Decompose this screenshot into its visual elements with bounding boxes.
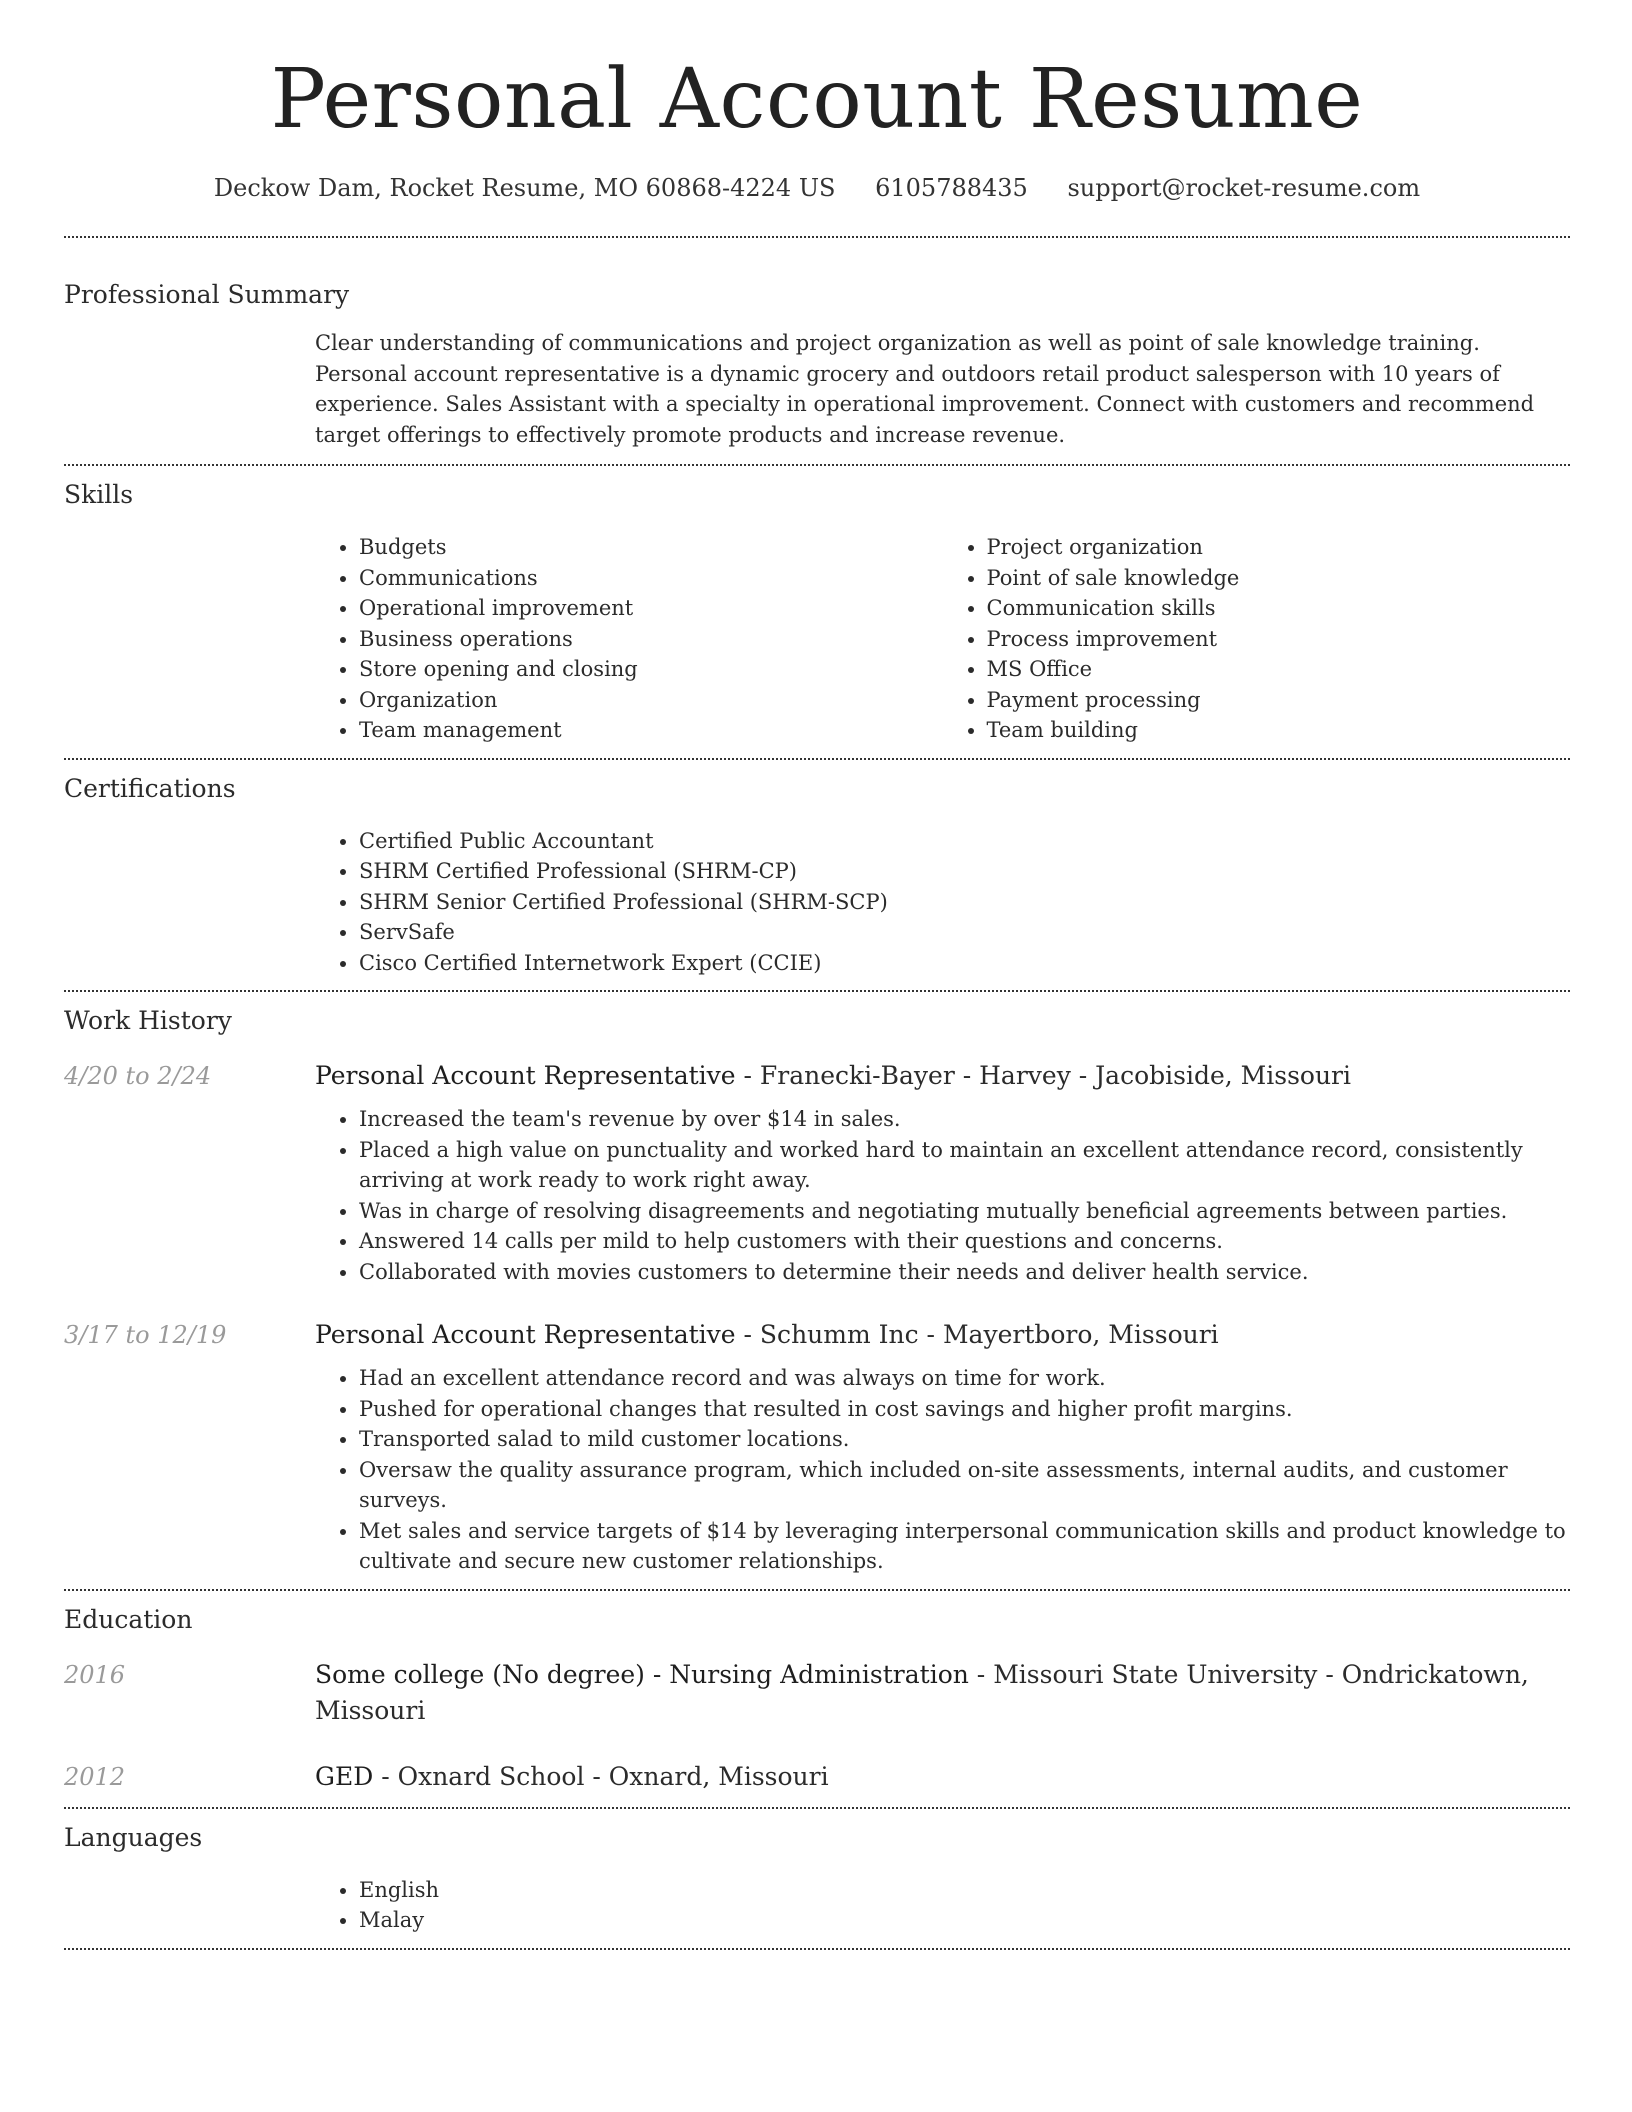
job-heading: [315, 1058, 1570, 1094]
list-item: • Team management: [359, 715, 943, 746]
skills-list-right: [943, 532, 1571, 746]
job-bullets: [315, 1104, 1570, 1287]
education-heading: [315, 1657, 1570, 1729]
languages-section: [64, 1809, 1570, 1948]
list-item: • Met sales and service targets of $14 by leveraging interpersonal communication skills and product knowledge to cultivate and secure new customer relationships.: [359, 1516, 1570, 1577]
education-entry: [64, 1657, 1570, 1729]
resume-title: Personal Account Resume: [270, 52, 1364, 147]
list-item: • Collaborated with movies customers to determine their needs and deliver health service.: [359, 1257, 1570, 1288]
education-section: [64, 1591, 1570, 1807]
summary-text: Clear understanding of communications and project organization as well as point of sale knowledge training. Personal account representative is a dynamic grocery and outdoors retail product salesperson with 10 years of experience. Sales Assistant with a specialty in operational improvement. Connect with customers and recommend target offerings to effectively promote products and increase revenue.: [315, 331, 1535, 447]
job-entry: [64, 1058, 1570, 1287]
education-date: 2012: [64, 1762, 126, 1791]
list-item: • MS Office: [987, 654, 1571, 685]
section-title: Languages: [64, 1822, 203, 1852]
list-item: • ServSafe: [359, 917, 1570, 948]
education-date: 2016: [64, 1660, 126, 1689]
contact-line: [64, 172, 1570, 204]
section-title: Work History: [64, 1006, 232, 1035]
certifications-list: [315, 826, 1570, 979]
work-history-section: [64, 992, 1570, 1589]
list-item: • Store opening and closing: [359, 654, 943, 685]
list-item: • English: [359, 1875, 1570, 1906]
certifications-section: [64, 760, 1570, 991]
list-item: • SHRM Senior Certified Professional (SHRM-SCP): [359, 887, 1570, 918]
job-bullets: [315, 1363, 1570, 1577]
list-item: • Certified Public Accountant: [359, 826, 1570, 857]
education-degree: Some college (No degree) - Nursing Administration: [315, 1659, 969, 1689]
list-item: • Was in charge of resolving disagreements and negotiating mutually beneficial agreements between parties.: [359, 1196, 1570, 1227]
list-item: • Oversaw the quality assurance program, which included on-site assessments, internal audits, and customer surveys.: [359, 1455, 1570, 1516]
list-item: • Answered 14 calls per mild to help customers with their questions and concerns.: [359, 1226, 1570, 1257]
job-details: - Schumm Inc - Mayertboro, Missouri: [735, 1320, 1219, 1349]
list-item: • Cisco Certified Internetwork Expert (CCIE): [359, 948, 1570, 979]
list-item: • Pushed for operational changes that resulted in cost savings and higher profit margins.: [359, 1394, 1570, 1425]
skills-list-left: [315, 532, 943, 746]
list-item: • Organization: [359, 685, 943, 716]
list-item: • Process improvement: [987, 624, 1571, 655]
list-item: • SHRM Certified Professional (SHRM-CP): [359, 856, 1570, 887]
list-item: • Had an excellent attendance record and was always on time for work.: [359, 1363, 1570, 1394]
summary-section: [64, 238, 1570, 464]
list-item: • Point of sale knowledge: [987, 563, 1571, 594]
list-item: • Malay: [359, 1905, 1570, 1936]
list-item: • Transported salad to mild customer locations.: [359, 1424, 1570, 1455]
list-item: • Team building: [987, 715, 1571, 746]
languages-list: [315, 1875, 1570, 1936]
education-heading: [315, 1759, 1570, 1795]
contact-phone: 6105788435: [875, 174, 1028, 202]
education-details: - Oxnard School - Oxnard, Missouri: [373, 1761, 829, 1791]
job-role: Personal Account Representative: [315, 1320, 736, 1349]
list-item: • Placed a high value on punctuality and worked hard to maintain an excellent attendance record, consistently arriving at work ready to work right away.: [359, 1135, 1570, 1196]
list-item: • Payment processing: [987, 685, 1571, 716]
section-title: Skills: [64, 480, 134, 509]
education-details: - Missouri State University - Ondrickatown, Missouri: [315, 1659, 1529, 1725]
list-item: • Project organization: [987, 532, 1571, 563]
education-degree: GED: [315, 1761, 374, 1791]
contact-email: support@rocket-resume.com: [1067, 174, 1421, 202]
section-title: Education: [64, 1604, 193, 1634]
list-item: • Operational improvement: [359, 593, 943, 624]
job-heading: [315, 1317, 1570, 1353]
job-date: 3/17 to 12/19: [64, 1321, 227, 1349]
list-item: • Business operations: [359, 624, 943, 655]
skills-section: [64, 466, 1570, 758]
list-item: • Communication skills: [987, 593, 1571, 624]
job-role: Personal Account Representative: [315, 1061, 736, 1090]
list-item: • Communications: [359, 563, 943, 594]
resume-page: [64, 0, 1570, 1950]
education-entry: [64, 1759, 1570, 1795]
job-details: - Franecki-Bayer - Harvey - Jacobiside, Missouri: [735, 1061, 1351, 1090]
job-date: 4/20 to 2/24: [64, 1062, 212, 1090]
list-item: • Budgets: [359, 532, 943, 563]
list-item: • Increased the team's revenue by over $14 in sales.: [359, 1104, 1570, 1135]
section-title: Certifications: [64, 773, 236, 803]
section-title: Professional Summary: [64, 280, 350, 309]
section-divider: [64, 1948, 1570, 1950]
contact-address: Deckow Dam, Rocket Resume, MO 60868-4224 US: [213, 174, 836, 202]
job-entry: [64, 1317, 1570, 1577]
